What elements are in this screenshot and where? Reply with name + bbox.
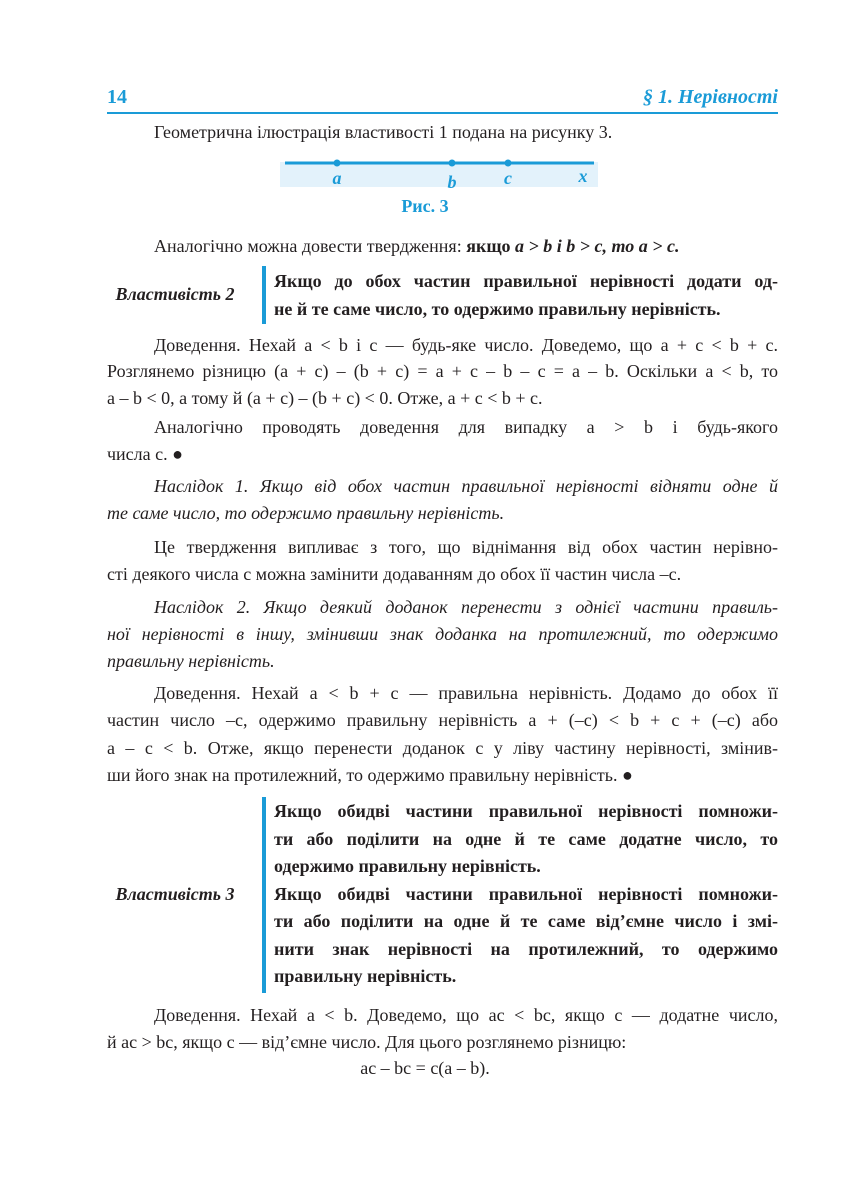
property-2-label: Властивість 2 bbox=[115, 284, 235, 304]
corollary-1-line-1: Наслідок 1. Якщо від обох частин правильної нерівності відняти одне й bbox=[154, 476, 778, 496]
proof3-line-1: Доведення. Нехай a < b. Доведемо, що ac < bc, якщо c — додатне число, bbox=[154, 1005, 778, 1025]
property-2-line: не й те саме число, то одержимо правильну нерівність. bbox=[274, 298, 721, 319]
property-3-text bbox=[274, 798, 778, 991]
label-b: b bbox=[447, 172, 457, 192]
proof-c2-line-2: частин число –c, одержимо правильну нерівність a + (–c) < b + c + (–c) або bbox=[107, 710, 778, 730]
header-divider bbox=[107, 112, 778, 114]
label-x: x bbox=[578, 166, 588, 186]
figure-caption: Рис. 3 bbox=[401, 196, 449, 216]
corollary-2-line-2: ної нерівності в іншу, змінивши знак доданка на протилежний, то одержимо bbox=[107, 624, 778, 644]
property-3-bar bbox=[262, 797, 266, 993]
label-c: c bbox=[504, 168, 512, 188]
proof2-analog-line-1: Аналогічно проводять доведення для випадку a > b і будь-якого bbox=[154, 417, 778, 437]
analog-text: Аналогічно можна довести твердження: bbox=[154, 236, 467, 256]
proof2-line-2: Розглянемо різницю (a + c) – (b + c) = a + c – b – c = a – b. Оскільки a < b, то bbox=[107, 361, 778, 381]
analog-statement-formula: a > b і b > c, то a > c. bbox=[515, 236, 680, 256]
proof-c2-line-1: Доведення. Нехай a < b + c — правильна нерівність. Додамо до обох її bbox=[154, 683, 778, 703]
property-2-bar bbox=[262, 266, 266, 324]
proof2-line-3: a – b < 0, а тому й (a + c) – (b + c) < 0. Отже, a + c < b + c. bbox=[107, 388, 543, 408]
property-3-line: ти або поділити на одне й те саме від’ємне число і змі- bbox=[274, 911, 778, 931]
property-3-line: правильну нерівність. bbox=[274, 966, 457, 986]
figure-background bbox=[280, 162, 598, 187]
proof3-line-2: й ac > bc, якщо c — від’ємне число. Для цього розглянемо різницю: bbox=[107, 1032, 627, 1052]
property-3-line: ти або поділити на одне й те саме додатне число, то bbox=[274, 828, 778, 849]
proof2-line-1: Доведення. Нехай a < b і c — будь-яке число. Доведемо, що a + c < b + c. bbox=[154, 335, 778, 355]
corollary-1-note-line-2: сті деякого числа c можна замінити додаванням до обох її частин числа –c. bbox=[107, 564, 682, 584]
point-c bbox=[505, 160, 512, 167]
property-2-text bbox=[274, 268, 778, 323]
point-a bbox=[334, 160, 341, 167]
property-2-line: Якщо до обох частин правильної нерівності додати од- bbox=[274, 271, 778, 291]
property-3-line: одержимо правильну нерівність. bbox=[274, 856, 541, 876]
point-b bbox=[449, 160, 456, 167]
label-a: a bbox=[332, 168, 342, 188]
page-number: 14 bbox=[107, 86, 127, 108]
corollary-2-line-3: правильну нерівність. bbox=[107, 651, 275, 671]
property-3-label: Властивість 3 bbox=[115, 884, 235, 904]
section-title: § 1. Нерівності bbox=[642, 86, 778, 108]
proof2-analog-line-2: числа c. ● bbox=[107, 444, 184, 464]
proof-c2-line-4: ши його знак на протилежний, то одержимо правильну нерівність. ● bbox=[107, 765, 633, 785]
corollary-2-line-1: Наслідок 2. Якщо деякий доданок перенести з однієї частини правиль- bbox=[154, 597, 778, 617]
intro-text: Геометрична ілюстрація властивості 1 подана на рисунку 3. bbox=[154, 122, 613, 142]
property-3-line: Якщо обидві частини правильної нерівності помножи- bbox=[274, 801, 778, 821]
property-3-line: Якщо обидві частини правильної нерівності помножи- bbox=[274, 883, 778, 904]
analog-bold-prefix: якщо bbox=[466, 236, 516, 256]
analog-statement bbox=[107, 233, 778, 260]
corollary-1-note-line-1: Це твердження випливає з того, що віднімання від обох частин нерівно- bbox=[154, 537, 778, 557]
proof-c2-line-3: a – c < b. Отже, якщо перенести доданок c у ліву частину нерівності, змінив- bbox=[107, 738, 778, 758]
number-line-figure bbox=[280, 152, 600, 192]
property-3-line: нити знак нерівності на протилежний, то одержимо bbox=[274, 938, 778, 959]
proof3-formula: ac – bc = c(a – b). bbox=[360, 1058, 490, 1078]
corollary-1-line-2: те саме число, то одержимо правильну нерівність. bbox=[107, 503, 505, 523]
